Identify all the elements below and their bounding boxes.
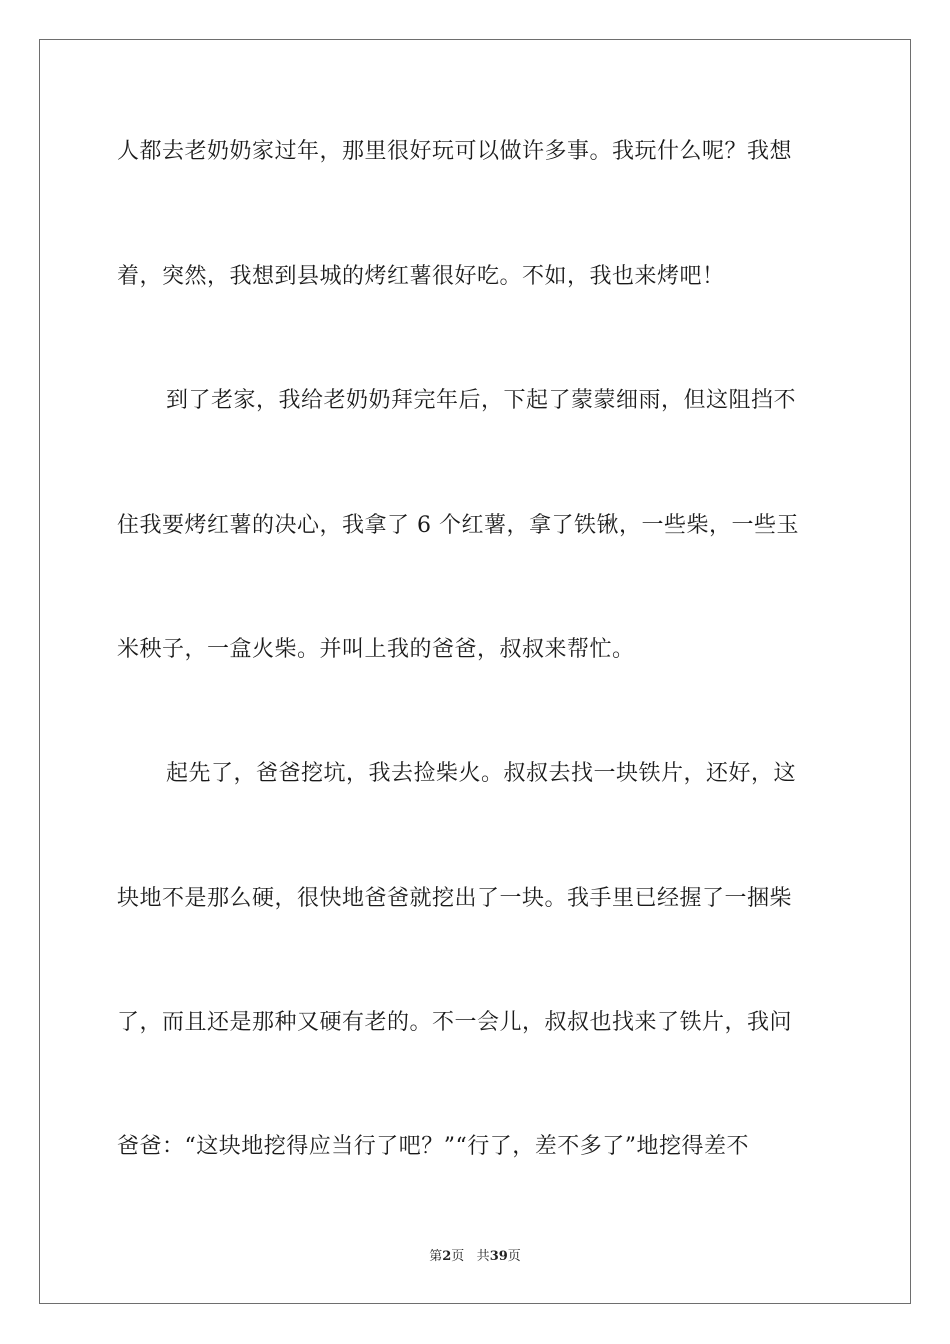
text-line-6: 起先了，爸爸挖坑，我去捡柴火。叔叔去找一块铁片，还好，这 bbox=[166, 761, 797, 786]
text-line-3: 到了老家，我给老奶奶拜完年后，下起了蒙蒙细雨，但这阻挡不 bbox=[166, 388, 797, 413]
total-pages: 39 bbox=[489, 1249, 508, 1264]
text-line-1: 人都去老奶奶家过年，那里很好玩可以做许多事。我玩什么呢？我想 bbox=[117, 139, 793, 164]
text-line-4: 住我要烤红薯的决心，我拿了 6 个红薯，拿了铁锹，一些柴，一些玉 bbox=[117, 513, 799, 538]
total-prefix: 共 bbox=[476, 1249, 490, 1264]
page-number: 2 bbox=[442, 1249, 452, 1264]
page-border bbox=[39, 39, 911, 1304]
text-line-8: 了，而且还是那种又硬有老的。不一会儿，叔叔也找来了铁片，我问 bbox=[117, 1010, 793, 1035]
text-line-9: 爸爸：“这块地挖得应当行了吧？”“行了，差不多了”地挖得差不 bbox=[117, 1134, 749, 1159]
text-line-2: 着，突然，我想到县城的烤红薯很好吃。不如，我也来烤吧！ bbox=[117, 264, 725, 289]
page-footer bbox=[0, 1249, 950, 1265]
text-line-7: 块地不是那么硬，很快地爸爸就挖出了一块。我手里已经握了一捆柴 bbox=[117, 886, 793, 911]
text-line-5: 米秧子，一盒火柴。并叫上我的爸爸，叔叔来帮忙。 bbox=[117, 637, 635, 662]
page-prefix: 第 bbox=[429, 1249, 443, 1264]
total-suffix: 页 bbox=[507, 1249, 521, 1264]
page-suffix: 页 bbox=[451, 1249, 465, 1264]
